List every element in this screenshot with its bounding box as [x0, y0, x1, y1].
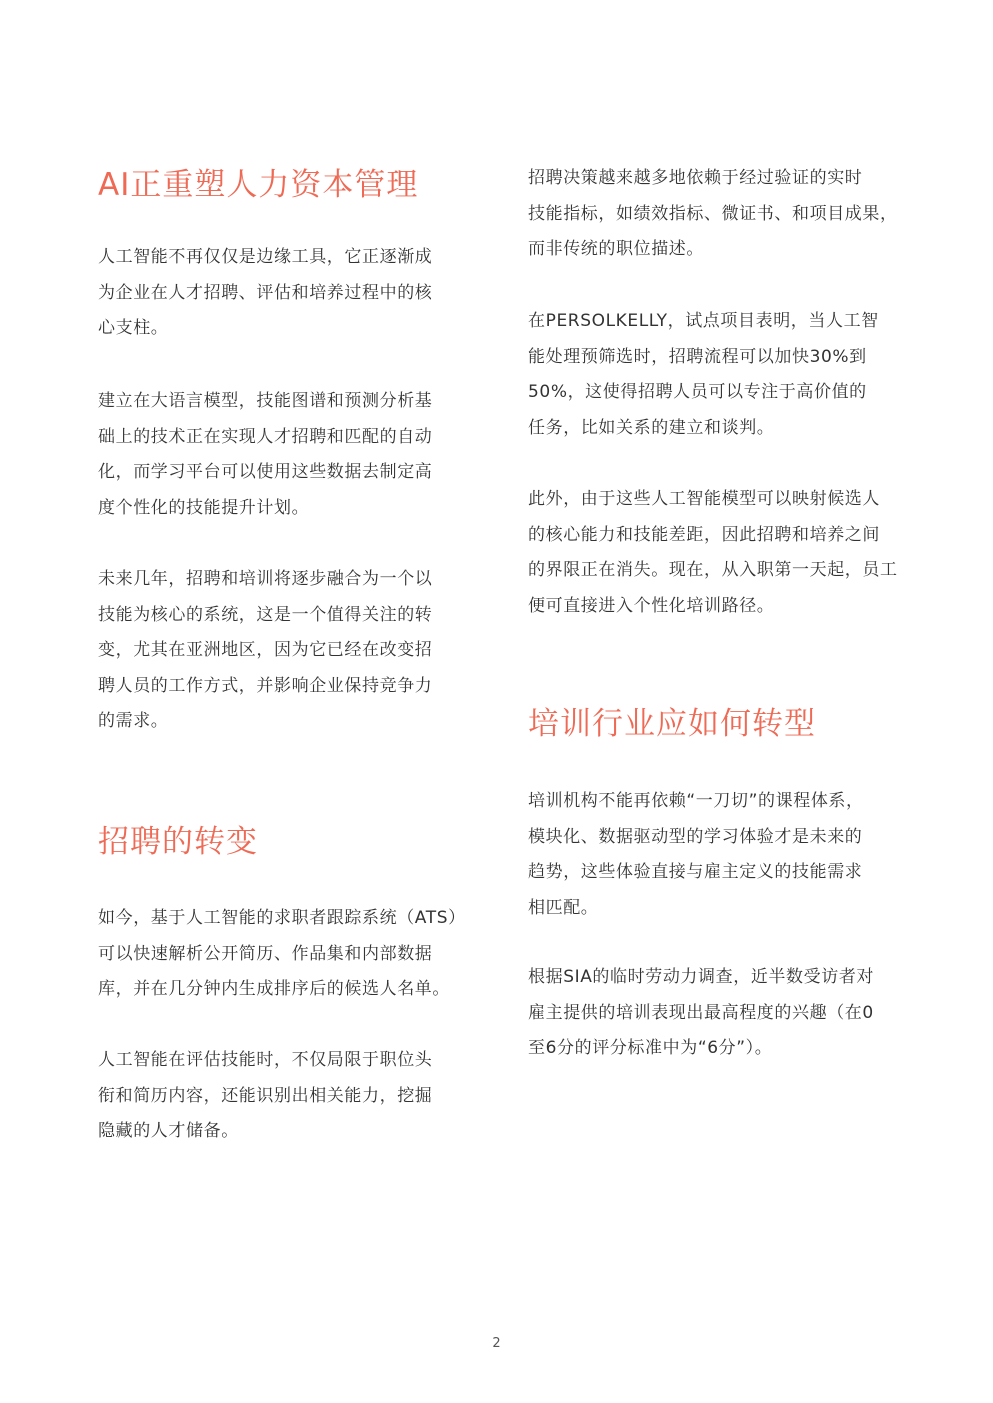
- text-line: 招聘决策越来越多地依赖于经过验证的实时: [528, 168, 863, 188]
- text-line: 在PERSOLKELLY，试点项目表明，当人工智: [528, 311, 879, 331]
- text-line: 衔和简历内容，还能识别出相关能力，挖掘: [98, 1085, 433, 1106]
- text-line: 建立在大语言模型，技能图谱和预测分析基: [98, 391, 433, 411]
- text-line: 聘人员的工作方式，并影响企业保持竞争力: [98, 675, 433, 696]
- text-line: 根据SIA的临时劳动力调查，近半数受访者对: [528, 967, 875, 987]
- paragraph: [98, 901, 466, 1008]
- text-line: 隐藏的人才储备。: [98, 1121, 239, 1141]
- text-line: 化，而学习平台可以使用这些数据去制定高: [98, 462, 433, 482]
- paragraph: [528, 784, 864, 926]
- section-title-ai-reshaping: AI正重塑人力资本管理: [98, 167, 419, 203]
- paragraph: [98, 1043, 432, 1150]
- text-line: 度个性化的技能提升计划。: [98, 497, 310, 518]
- text-line: 趋势，这些体验直接与雇主定义的技能需求: [528, 862, 863, 882]
- text-line: 可以快速解析公开简历、作品集和内部数据: [98, 943, 433, 964]
- text-line: 培训机构不能再依赖“一刀切”的课程体系，: [528, 791, 864, 811]
- text-line: 为企业在人才招聘、评估和培养过程中的核: [98, 282, 433, 303]
- text-line: 至6分的评分标准中为“6分”）。: [528, 1038, 773, 1058]
- text-line: 如今，基于人工智能的求职者跟踪系统（ATS）: [98, 908, 466, 928]
- text-line: 相匹配。: [528, 897, 599, 918]
- text-line: 库，并在几分钟内生成排序后的候选人名单。: [98, 979, 450, 999]
- text-line: 人工智能不再仅仅是边缘工具，它正逐渐成: [98, 247, 433, 267]
- text-line: 模块化、数据驱动型的学习体验才是未来的: [528, 826, 863, 847]
- text-line: 心支柱。: [98, 318, 169, 338]
- text-line: 此外，由于这些人工智能模型可以映射候选人: [528, 489, 880, 509]
- paragraph: [528, 304, 879, 446]
- section-title-recruitment-shift: 招聘的转变: [98, 824, 258, 860]
- text-line: 任务，比如关系的建立和谈判。: [528, 417, 775, 438]
- text-line: 便可直接进入个性化培训路径。: [528, 595, 775, 616]
- text-line: 而非传统的职位描述。: [528, 239, 704, 259]
- text-line: 的核心能力和技能差距，因此招聘和培养之间: [528, 524, 880, 545]
- text-line: 50%，这使得招聘人员可以专注于高价值的: [528, 382, 867, 402]
- paragraph: [98, 562, 432, 740]
- paragraph: [98, 240, 432, 347]
- text-line: 未来几年，招聘和培训将逐步融合为一个以: [98, 569, 433, 589]
- text-line: 技能指标，如绩效指标、微证书、和项目成果，: [528, 203, 898, 224]
- text-line: 的界限正在消失。现在，从入职第一天起，员工: [528, 560, 898, 580]
- text-line: 技能为核心的系统，这是一个值得关注的转: [98, 604, 433, 625]
- paragraph: [528, 960, 874, 1067]
- section-title-training-transformation: 培训行业应如何转型: [528, 706, 816, 742]
- paragraph: [98, 384, 432, 526]
- page-number: 2: [492, 1336, 501, 1351]
- text-line: 人工智能在评估技能时，不仅局限于职位头: [98, 1050, 433, 1070]
- paragraph: [528, 482, 898, 624]
- text-line: 的需求。: [98, 711, 169, 731]
- text-line: 雇主提供的培训表现出最高程度的兴趣（在0: [528, 1002, 874, 1023]
- text-line: 变，尤其在亚洲地区，因为它已经在改变招: [98, 640, 433, 660]
- paragraph: [528, 161, 898, 268]
- text-line: 能处理预筛选时，招聘流程可以加快30%到: [528, 346, 867, 367]
- text-line: 础上的技术正在实现人才招聘和匹配的自动: [98, 426, 433, 447]
